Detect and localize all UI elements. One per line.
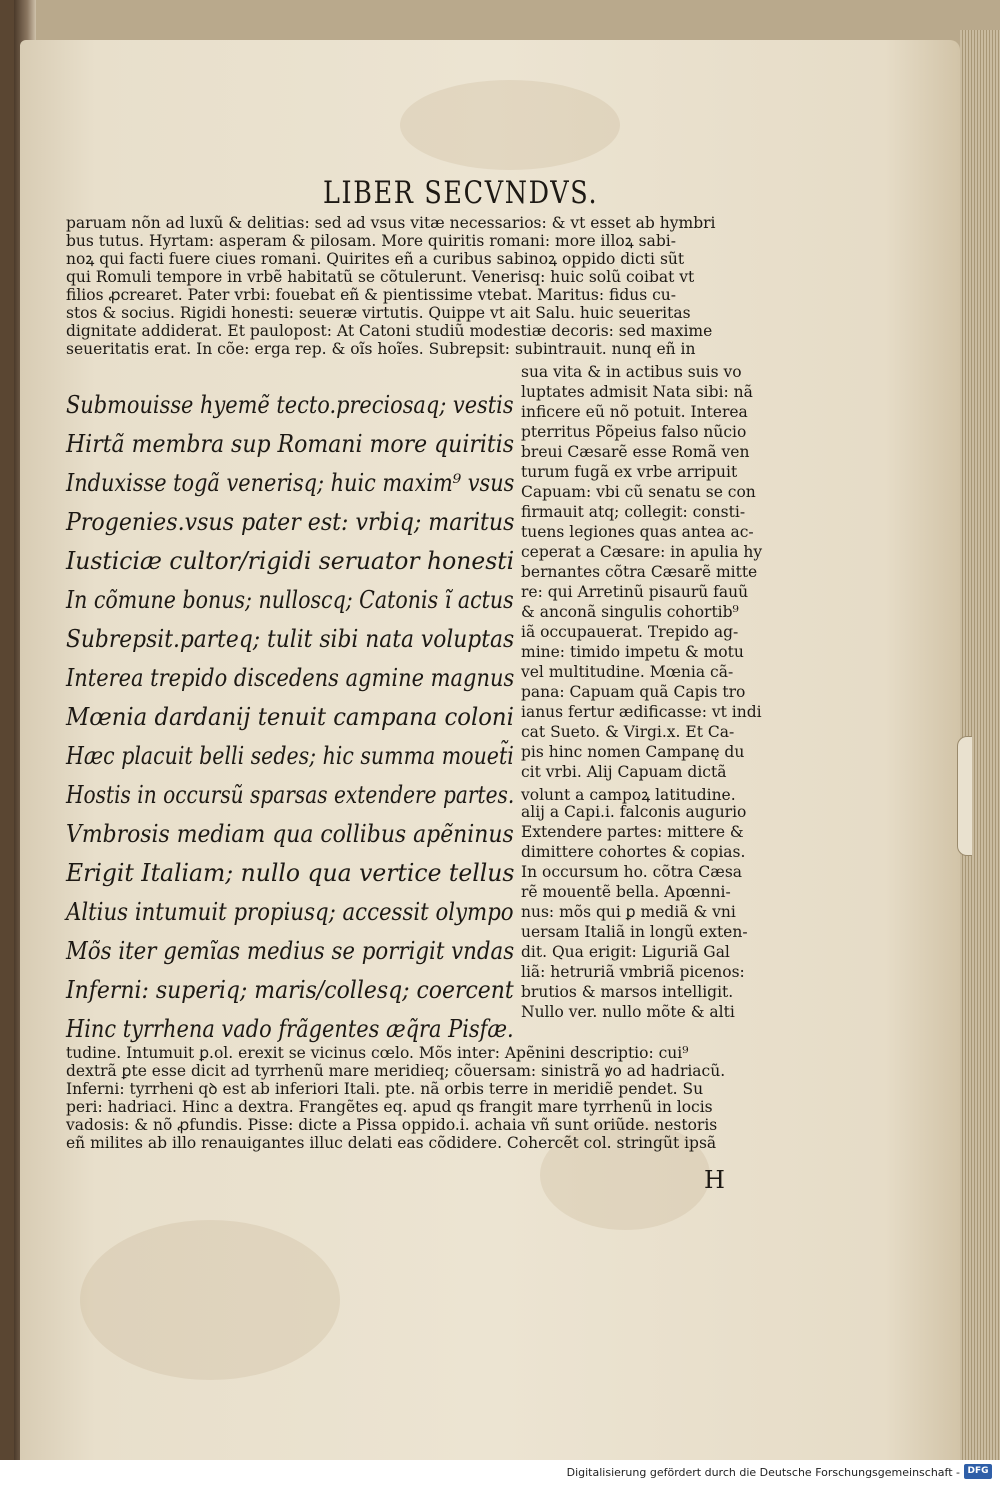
foxing-stain	[400, 80, 620, 170]
side-commentary-line: bernantes cõtra Cæsarẽ mitte	[521, 563, 758, 581]
side-commentary-line: ceperat a Cæsare: in apulia hy	[521, 543, 763, 561]
commentary-line: dextrã ꝑte esse dicit ad tyrrhenũ mare meridieq; cõuersam: sinistrã ꝟo ad hadriacũ.	[66, 1062, 726, 1080]
side-commentary-line: tuens legiones quas antea ac-	[521, 523, 754, 541]
side-commentary-line: cit vrbi. Alij Capuam dictã	[521, 763, 727, 781]
verse-line: Hæc placuit belli sedes; hic summa mouet̃i	[66, 742, 514, 770]
side-commentary-line: pterritus Põpeius falso nũcio	[521, 423, 747, 441]
foxing-stain	[80, 1220, 340, 1380]
side-commentary-line: mine: timido impetu & motu	[521, 643, 744, 661]
verse-line: Erigit Italiam; nullo qua vertice tellus	[66, 859, 515, 887]
side-commentary-line: brutios & marsos intelligit.	[521, 983, 734, 1001]
book-cover-edge	[0, 0, 14, 1460]
side-commentary-line: turum fugã ex vrbe arripuit	[521, 463, 738, 481]
commentary-line: stos & socius. Rigidi honesti: seueræ virtutis. Quippe vt ait Salu. huic seueritas	[66, 304, 691, 322]
side-commentary-line: Capuam: vbi cũ senatu se con	[521, 483, 756, 501]
funding-credit: Digitalisierung gefördert durch die Deutsche Forschungsgemeinschaft -	[566, 1466, 960, 1479]
dfg-logo-icon: DFG	[964, 1464, 992, 1479]
verse-line: Hirtã membra sup Romani more quiritis	[66, 430, 515, 458]
side-commentary-line: cat Sueto. & Virgi.x. Et Ca-	[521, 723, 735, 741]
signature-mark: H	[704, 1166, 725, 1194]
commentary-line: bus tutus. Hyrtam: asperam & pilosam. More quiritis romani: more illoꝝ sabi-	[66, 232, 676, 250]
side-commentary-line: luptates admisit Nata sibi: nã	[521, 383, 753, 401]
side-commentary-line: iã occupauerat. Trepido ag-	[521, 623, 739, 641]
side-commentary-line: ianus fertur ædificasse: vt indi	[521, 703, 762, 721]
verse-line: Iusticiæ cultor/rigidi seruator honesti	[66, 547, 515, 575]
verse-line: Interea trepido discedens agmine magnus	[66, 664, 515, 692]
verse-line: In cõmune bonus; nulloscq; Catonis ĩ actus	[66, 586, 514, 614]
commentary-line: Inferni: tyrrheni qꝺ est ab inferiori Itali. pte. nã orbis terre in meridiẽ pendet. Su	[66, 1080, 704, 1098]
side-commentary-line: firmauit atq; collegit: consti-	[521, 503, 746, 521]
commentary-line: vadosis: & nõ ꝓfundis. Pisse: dicte a Pissa oppido.i. achaia vñ sunt oriũde. nestoris	[66, 1116, 718, 1134]
page-tab	[957, 736, 972, 856]
side-commentary-line: inficere eũ nõ potuit. Interea	[521, 403, 748, 421]
side-commentary-line: nus: mõs qui ꝑ mediã & vni	[521, 903, 736, 921]
commentary-line: peri: hadriaci. Hinc a dextra. Frangẽtes eq. apud qs frangit mare tyrrhenũ in locis	[66, 1098, 713, 1116]
side-commentary-line: vel multitudine. Mœnia cã-	[521, 663, 734, 681]
running-head: LIBER SECVNDVS.	[323, 175, 599, 211]
side-commentary-line: re: qui Arretinũ pisaurũ fauũ	[521, 583, 749, 601]
side-commentary-line: dit. Qua erigit: Liguriã Gal	[521, 943, 730, 961]
commentary-line: noꝝ qui facti fuere ciues romani. Quirites eñ a curibus sabinoꝝ oppido dicti sũt	[66, 250, 685, 268]
verse-line: Altius intumuit propiusq; accessit olympo	[66, 898, 514, 926]
side-commentary-line: pis hinc nomen Campanę du	[521, 743, 745, 761]
side-commentary-line: sua vita & in actibus suis vo	[521, 363, 742, 381]
commentary-line: seueritatis erat. In cõe: erga rep. & oĩs hoĩes. Subrepsit: subintrauit. nunq eñ in	[66, 340, 696, 358]
verse-line: Hostis in occursũ sparsas extendere partes.	[66, 781, 515, 809]
side-commentary-line: & anconã singulis cohortib⁹	[521, 603, 739, 621]
commentary-line: filios ꝓcrearet. Pater vrbi: fouebat eñ & pientissime vtebat. Maritus: fidus cu-	[66, 286, 677, 304]
verse-line: Submouisse hyemẽ tecto.preciosaq; vestis	[66, 391, 514, 419]
verse-line: Mœnia dardanij tenuit campana coloni	[66, 703, 514, 731]
verse-line: Mõs iter gemĩas medius se porrigit vndas	[66, 937, 515, 965]
side-commentary-line: In occursum ho. cõtra Cæsa	[521, 863, 743, 881]
verse-line: Vmbrosis mediam qua collibus apẽninus	[66, 820, 514, 848]
side-commentary-line: breui Cæsarẽ esse Romã ven	[521, 443, 750, 461]
commentary-line: qui Romuli tempore in vrbẽ habitatũ se cõtulerunt. Venerisq: huic solũ coibat vt	[66, 268, 695, 286]
verse-line: Hinc tyrrhena vado frãgentes æq̃ra Pisfæ.	[66, 1015, 514, 1043]
side-commentary-line: rẽ mouentẽ bella. Apœnni-	[521, 883, 731, 901]
side-commentary-line: uersam Italiã in longũ exten-	[521, 923, 748, 941]
side-commentary-line: alij a Capi.i. falconis augurio	[521, 803, 747, 821]
side-commentary-line: volunt a campoꝝ latitudine.	[521, 786, 736, 804]
side-commentary-line: liã: hetruriã vmbriã picenos:	[521, 963, 745, 981]
side-commentary-line: Extendere partes: mittere &	[521, 823, 744, 841]
verse-line: Induxisse togã venerisq; huic maxim⁹ vsus	[66, 469, 515, 497]
verse-line: Progenies.vsus pater est: vrbiq; maritus	[66, 508, 515, 536]
commentary-line: dignitate addiderat. Et paulopost: At Catoni studiũ modestiæ decoris: sed maxime	[66, 322, 713, 340]
verse-line: Inferni: superiq; maris/collesq; coercent	[66, 976, 514, 1004]
commentary-line: tudine. Intumuit ꝑ.ol. erexit se vicinus cœlo. Mõs inter: Apẽnini descriptio: cui⁹	[66, 1044, 689, 1062]
side-commentary-line: pana: Capuam quã Capis tro	[521, 683, 746, 701]
side-commentary-line: dimittere cohortes & copias.	[521, 843, 746, 861]
verse-line: Subrepsit.parteq; tulit sibi nata voluptas	[66, 625, 515, 653]
commentary-line: eñ milites ab illo renauigantes illuc delati eas cõdidere. Cohercẽt col. stringũt ipsã	[66, 1134, 717, 1152]
commentary-line: paruam nõn ad luxũ & delitias: sed ad vsus vitæ necessarios: & vt esset ab hymbri	[66, 214, 716, 232]
side-commentary-line: Nullo ver. nullo mõte & alti	[521, 1003, 735, 1021]
